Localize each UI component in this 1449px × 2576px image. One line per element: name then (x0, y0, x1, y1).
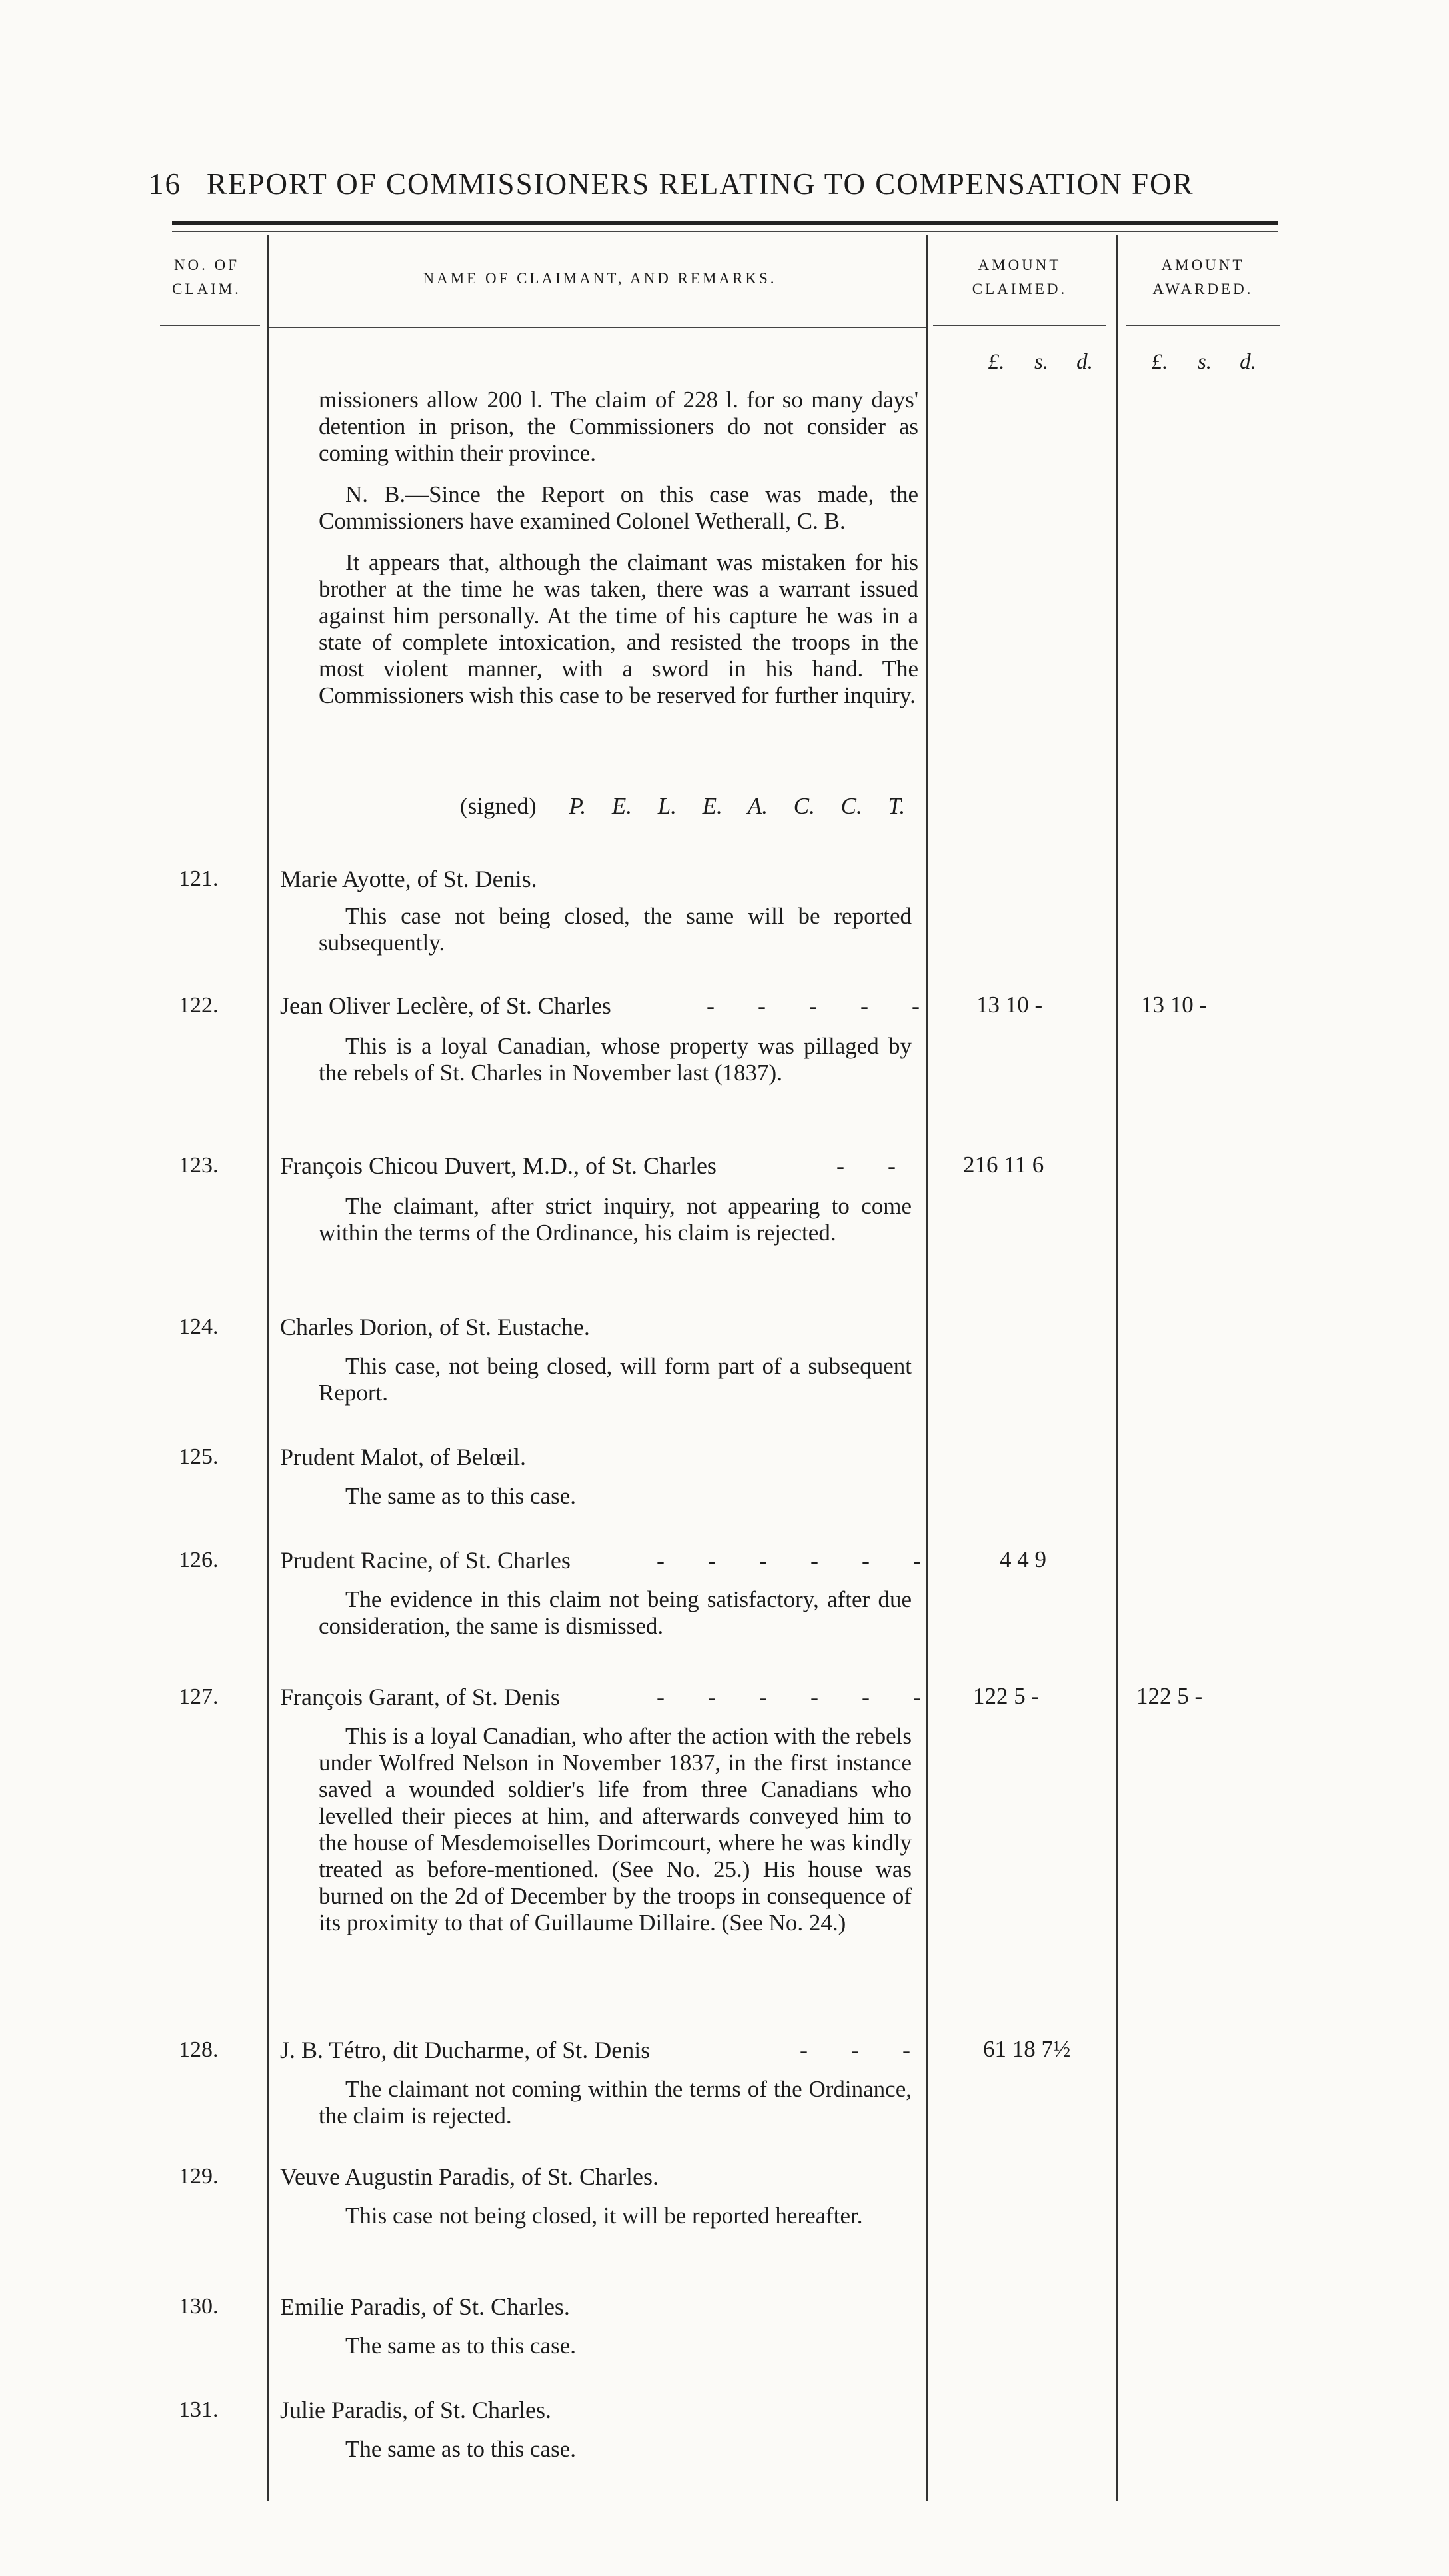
claim-number: 131. (179, 2397, 219, 2422)
claim-remark: This case not being closed, the same will be reported subsequently. (319, 903, 912, 956)
claim-remark: This case, not being closed, will form part of a subsequent Report. (319, 1353, 912, 1406)
column-rule-no (160, 325, 260, 326)
claimant-name: J. B. Tétro, dit Ducharme, of St. Denis (280, 2037, 651, 2063)
claimant-name: Julie Paradis, of St. Charles. (280, 2397, 551, 2423)
claimant-name: Prudent Racine, of St. Charles (280, 1547, 571, 1574)
claim-remark: The evidence in this claim not being satisfactory, after due consideration, the same is dismissed. (319, 1586, 912, 1639)
commissioner-initials: P. E. L. E. A. C. C. T. (569, 793, 906, 819)
amount-claimed: 4 4 9 (1000, 1546, 1046, 1572)
column-rule-name (267, 327, 926, 328)
claimant-name: François Chicou Duvert, M.D., of St. Charles (280, 1152, 717, 1179)
claim-remark: The same as to this case. (345, 2436, 577, 2462)
column-divider-3 (1116, 235, 1118, 2501)
continuation-nb-paragraph: N. B.—Since the Report on this case was made, the Commissioners have examined Colonel Wetherall, C. B. (319, 481, 918, 534)
header-rule (172, 221, 1278, 225)
column-header-name: NAME OF CLAIMANT, AND REMARKS. (423, 270, 777, 287)
column-header-no: NO. OF CLAIM. (172, 257, 241, 297)
pence-heading: d. (1076, 350, 1093, 374)
claim-number: 122. (179, 993, 219, 1018)
claim-number: 124. (179, 1314, 219, 1339)
claim-number: 127. (179, 1684, 219, 1709)
claim-remark: The same as to this case. (345, 2333, 577, 2359)
amount-awarded: 122 5 - (1136, 1683, 1203, 1709)
pounds-heading: £. (988, 350, 1005, 374)
claimant-name: François Garant, of St. Denis (280, 1684, 560, 1710)
claimed-currency-heading (973, 350, 1106, 375)
header-rule-thin (172, 231, 1278, 232)
dot-leader: - - - - - (707, 992, 938, 1019)
claimant-name: Marie Ayotte, of St. Denis. (280, 866, 537, 892)
claimant-name: Emilie Paradis, of St. Charles. (280, 2293, 570, 2320)
page-title: REPORT OF COMMISSIONERS RELATING TO COMPENSATION FOR (207, 167, 1194, 201)
claim-remark: The same as to this case. (345, 1483, 577, 1509)
dot-leader: - - (836, 1152, 914, 1179)
claim-remark: The claimant, after strict inquiry, not appearing to come within the terms of the Ordinance, his claim is rejected. (319, 1193, 912, 1246)
claim-remark: This is a loyal Canadian, whose property was pillaged by the rebels of St. Charles in November last (1837). (319, 1033, 912, 1086)
column-divider-2 (926, 235, 928, 2501)
claim-remark: The claimant not coming within the terms of the Ordinance, the claim is rejected. (319, 2076, 912, 2129)
pounds-heading: £. (1151, 350, 1168, 374)
claim-number: 129. (179, 2164, 219, 2189)
continuation-paragraph: It appears that, although the claimant was mistaken for his brother at the time he was taken, there was a warrant issued against him personally. At the time of his capture he was in a state of complete intoxication, and resisted the troops in the most violent manner, with a sword in his hand. The Commissioners wish this case to be reserved for further inquiry. (319, 549, 918, 708)
continuation-paragraph: missioners allow 200 l. The claim of 228 l. for so many days' detention in prison, the Commissioners do not consider as coming within their province. (319, 387, 918, 466)
column-header-claimed: AMOUNT CLAIMED. (972, 257, 1068, 297)
amount-awarded: 13 10 - (1141, 992, 1208, 1018)
dot-leader: - - - (800, 2037, 929, 2063)
page-number: 16 (149, 167, 181, 201)
shillings-heading: s. (1197, 350, 1212, 374)
shillings-heading: s. (1034, 350, 1049, 374)
column-rule-awarded (1126, 325, 1280, 326)
signature-line (460, 793, 905, 820)
amount-claimed: 61 18 7½ (983, 2036, 1071, 2062)
claim-remark: This is a loyal Canadian, who after the action with the rebels under Wolfred Nelson in November 1837, in the first instance saved a wounded soldier's life from three Canadians who levelled their pieces at him, and afterwards conveyed him to the house of Mesdemoiselles Dorimcourt, where he was kindly treated as before-mentioned. (See No. 25.) His house was burned on the 2d of December by the troops in consequence of its proximity to that of Guillaume Dillaire. (See No. 24.) (319, 1723, 912, 1935)
running-head (149, 167, 1282, 213)
claim-number: 128. (179, 2037, 219, 2062)
claimant-name: Jean Oliver Leclère, of St. Charles (280, 992, 611, 1019)
amount-claimed: 13 10 - (976, 992, 1043, 1018)
pence-heading: d. (1240, 350, 1256, 374)
dot-leader: - - - - - - (657, 1684, 940, 1710)
claimant-name: Charles Dorion, of St. Eustache. (280, 1314, 590, 1340)
claim-number: 130. (179, 2294, 219, 2319)
continuation-text (319, 387, 918, 724)
column-header-awarded: AMOUNT AWARDED. (1152, 257, 1254, 297)
claim-number: 125. (179, 1444, 219, 1469)
claim-number: 126. (179, 1548, 219, 1572)
amount-claimed: 216 11 6 (963, 1152, 1044, 1178)
column-divider-1 (267, 235, 269, 2501)
claim-number: 121. (179, 866, 219, 891)
claim-number: 123. (179, 1153, 219, 1178)
claim-remark: This case not being closed, it will be reported hereafter. (345, 2203, 863, 2229)
column-rule-claimed (933, 325, 1106, 326)
claimant-name: Prudent Malot, of Belœil. (280, 1444, 526, 1470)
dot-leader: - - - - - - (657, 1547, 940, 1574)
awarded-currency-heading (1136, 350, 1270, 375)
signed-label: (signed) (460, 793, 537, 819)
amount-claimed: 122 5 - (973, 1683, 1040, 1709)
claimant-name: Veuve Augustin Paradis, of St. Charles. (280, 2163, 659, 2190)
